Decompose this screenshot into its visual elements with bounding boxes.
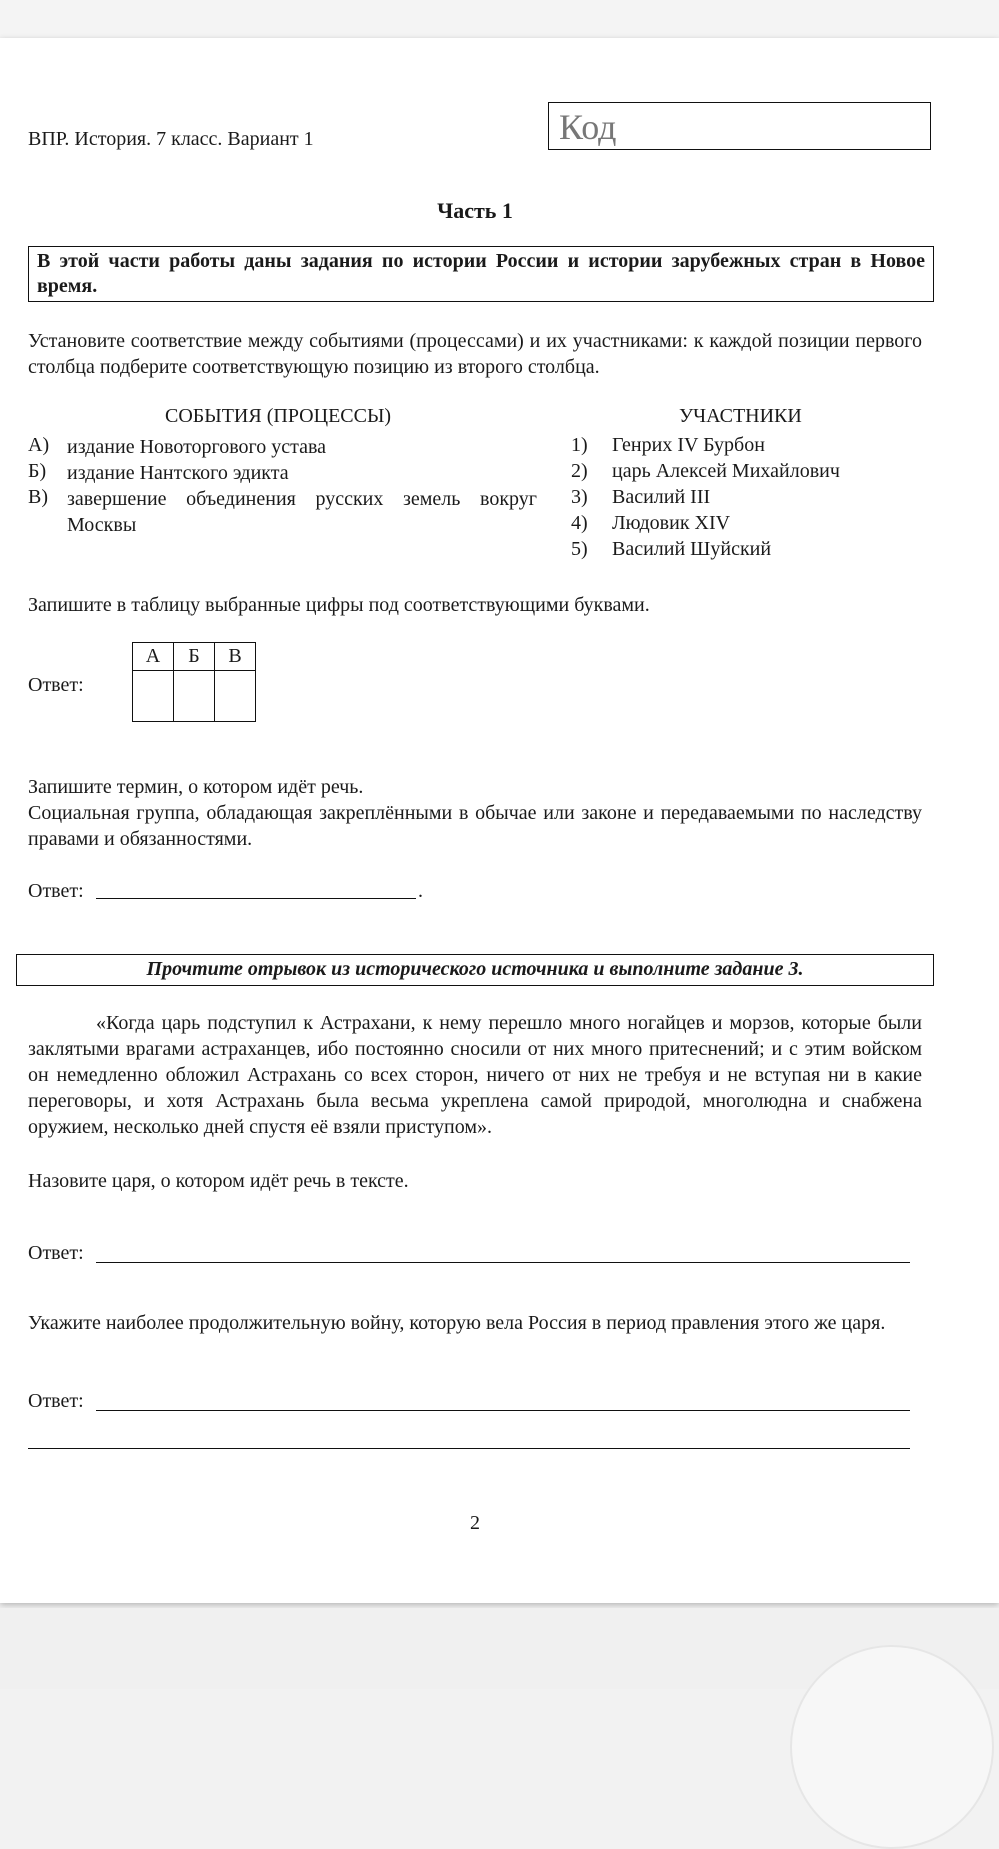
answer-table-header: Б [174,643,215,671]
participant-number: 4) [571,512,588,534]
answer-line[interactable] [96,898,416,899]
event-letter: Б) [28,460,47,482]
participant-text: Людовик XIV [612,512,731,534]
answer-label: Ответ: [28,1390,84,1412]
task3-question2: Укажите наиболее продолжительную войну, которую вела Россия в период правления этого же царя. [28,1312,886,1334]
answer-cell[interactable] [133,671,174,722]
participants-column-header: УЧАСТНИКИ [679,405,802,427]
event-text: завершение объединения русских земель вокруг Москвы [67,488,537,536]
participant-number: 1) [571,434,588,456]
answer-line[interactable] [96,1410,910,1411]
answer-label: Ответ: [28,674,84,696]
code-box [548,102,931,150]
participant-number: 5) [571,538,588,560]
task2-line2: Социальная группа, обладающая закреплёнными в обычае или законе и передаваемыми по наследству правами и обязанностями. [28,802,922,850]
task1-instruction: Установите соответствие между событиями (процессами) и их участниками: к каждой позиции первого столбца подберите соответствующую позицию из второго столбца. [28,330,922,378]
participant-number: 2) [571,460,588,482]
event-text: издание Нантского эдикта [67,462,289,484]
table-instruction: Запишите в таблицу выбранные цифры под соответствующими буквами. [28,594,650,616]
source-quote: «Когда царь подступил к Астрахани, к нему перешло много ногайцев и морзов, которые были заклятыми врагами астраханцев, ибо постоянно сносили от них много притеснений; и с этим войском он немедленно обложил Астрахань со всех сторон, ничего от них не требуя и не вступая ни в какие переговоры, и хотя Астрахань была весьма укреплена самой природой, многолюдна и снабжена оружием, несколько дней спустя её взяли приступом». [28,1012,922,1138]
answer-table [132,642,256,722]
events-column-header: СОБЫТИЯ (ПРОЦЕССЫ) [165,405,392,427]
event-letter: А) [28,434,50,456]
document-page [0,38,999,1603]
code-label: Код [559,107,617,147]
answer-line[interactable] [96,1262,910,1263]
source-instruction-box: Прочтите отрывок из исторического источника и выполните задание 3. [16,954,934,986]
answer-table-header: В [215,643,256,671]
intro-box: В этой части работы даны задания по истории России и истории зарубежных стран в Новое время. [28,246,934,302]
answer-table-header: А [133,643,174,671]
answer-cell[interactable] [215,671,256,722]
document-header-title: ВПР. История. 7 класс. Вариант 1 [28,128,314,150]
viewer-top-strip [0,0,999,38]
participant-text: царь Алексей Михайлович [612,460,840,482]
answer-line-end: . [418,880,423,902]
answer-cell[interactable] [174,671,215,722]
corner-circle-shape [790,1645,994,1849]
participant-text: Генрих IV Бурбон [612,434,765,456]
participant-number: 3) [571,486,588,508]
page-number: 2 [470,1512,480,1534]
answer-label: Ответ: [28,880,84,902]
event-letter: В) [28,486,48,508]
answer-line[interactable] [28,1448,910,1449]
participant-text: Василий Шуйский [612,538,772,560]
participant-text: Василий III [612,486,711,508]
answer-label: Ответ: [28,1242,84,1264]
task3-question1: Назовите царя, о котором идёт речь в тексте. [28,1170,409,1192]
event-text: издание Новоторгового устава [67,436,327,458]
task2-line1: Запишите термин, о котором идёт речь. [28,776,364,798]
part-title: Часть 1 [437,198,513,223]
